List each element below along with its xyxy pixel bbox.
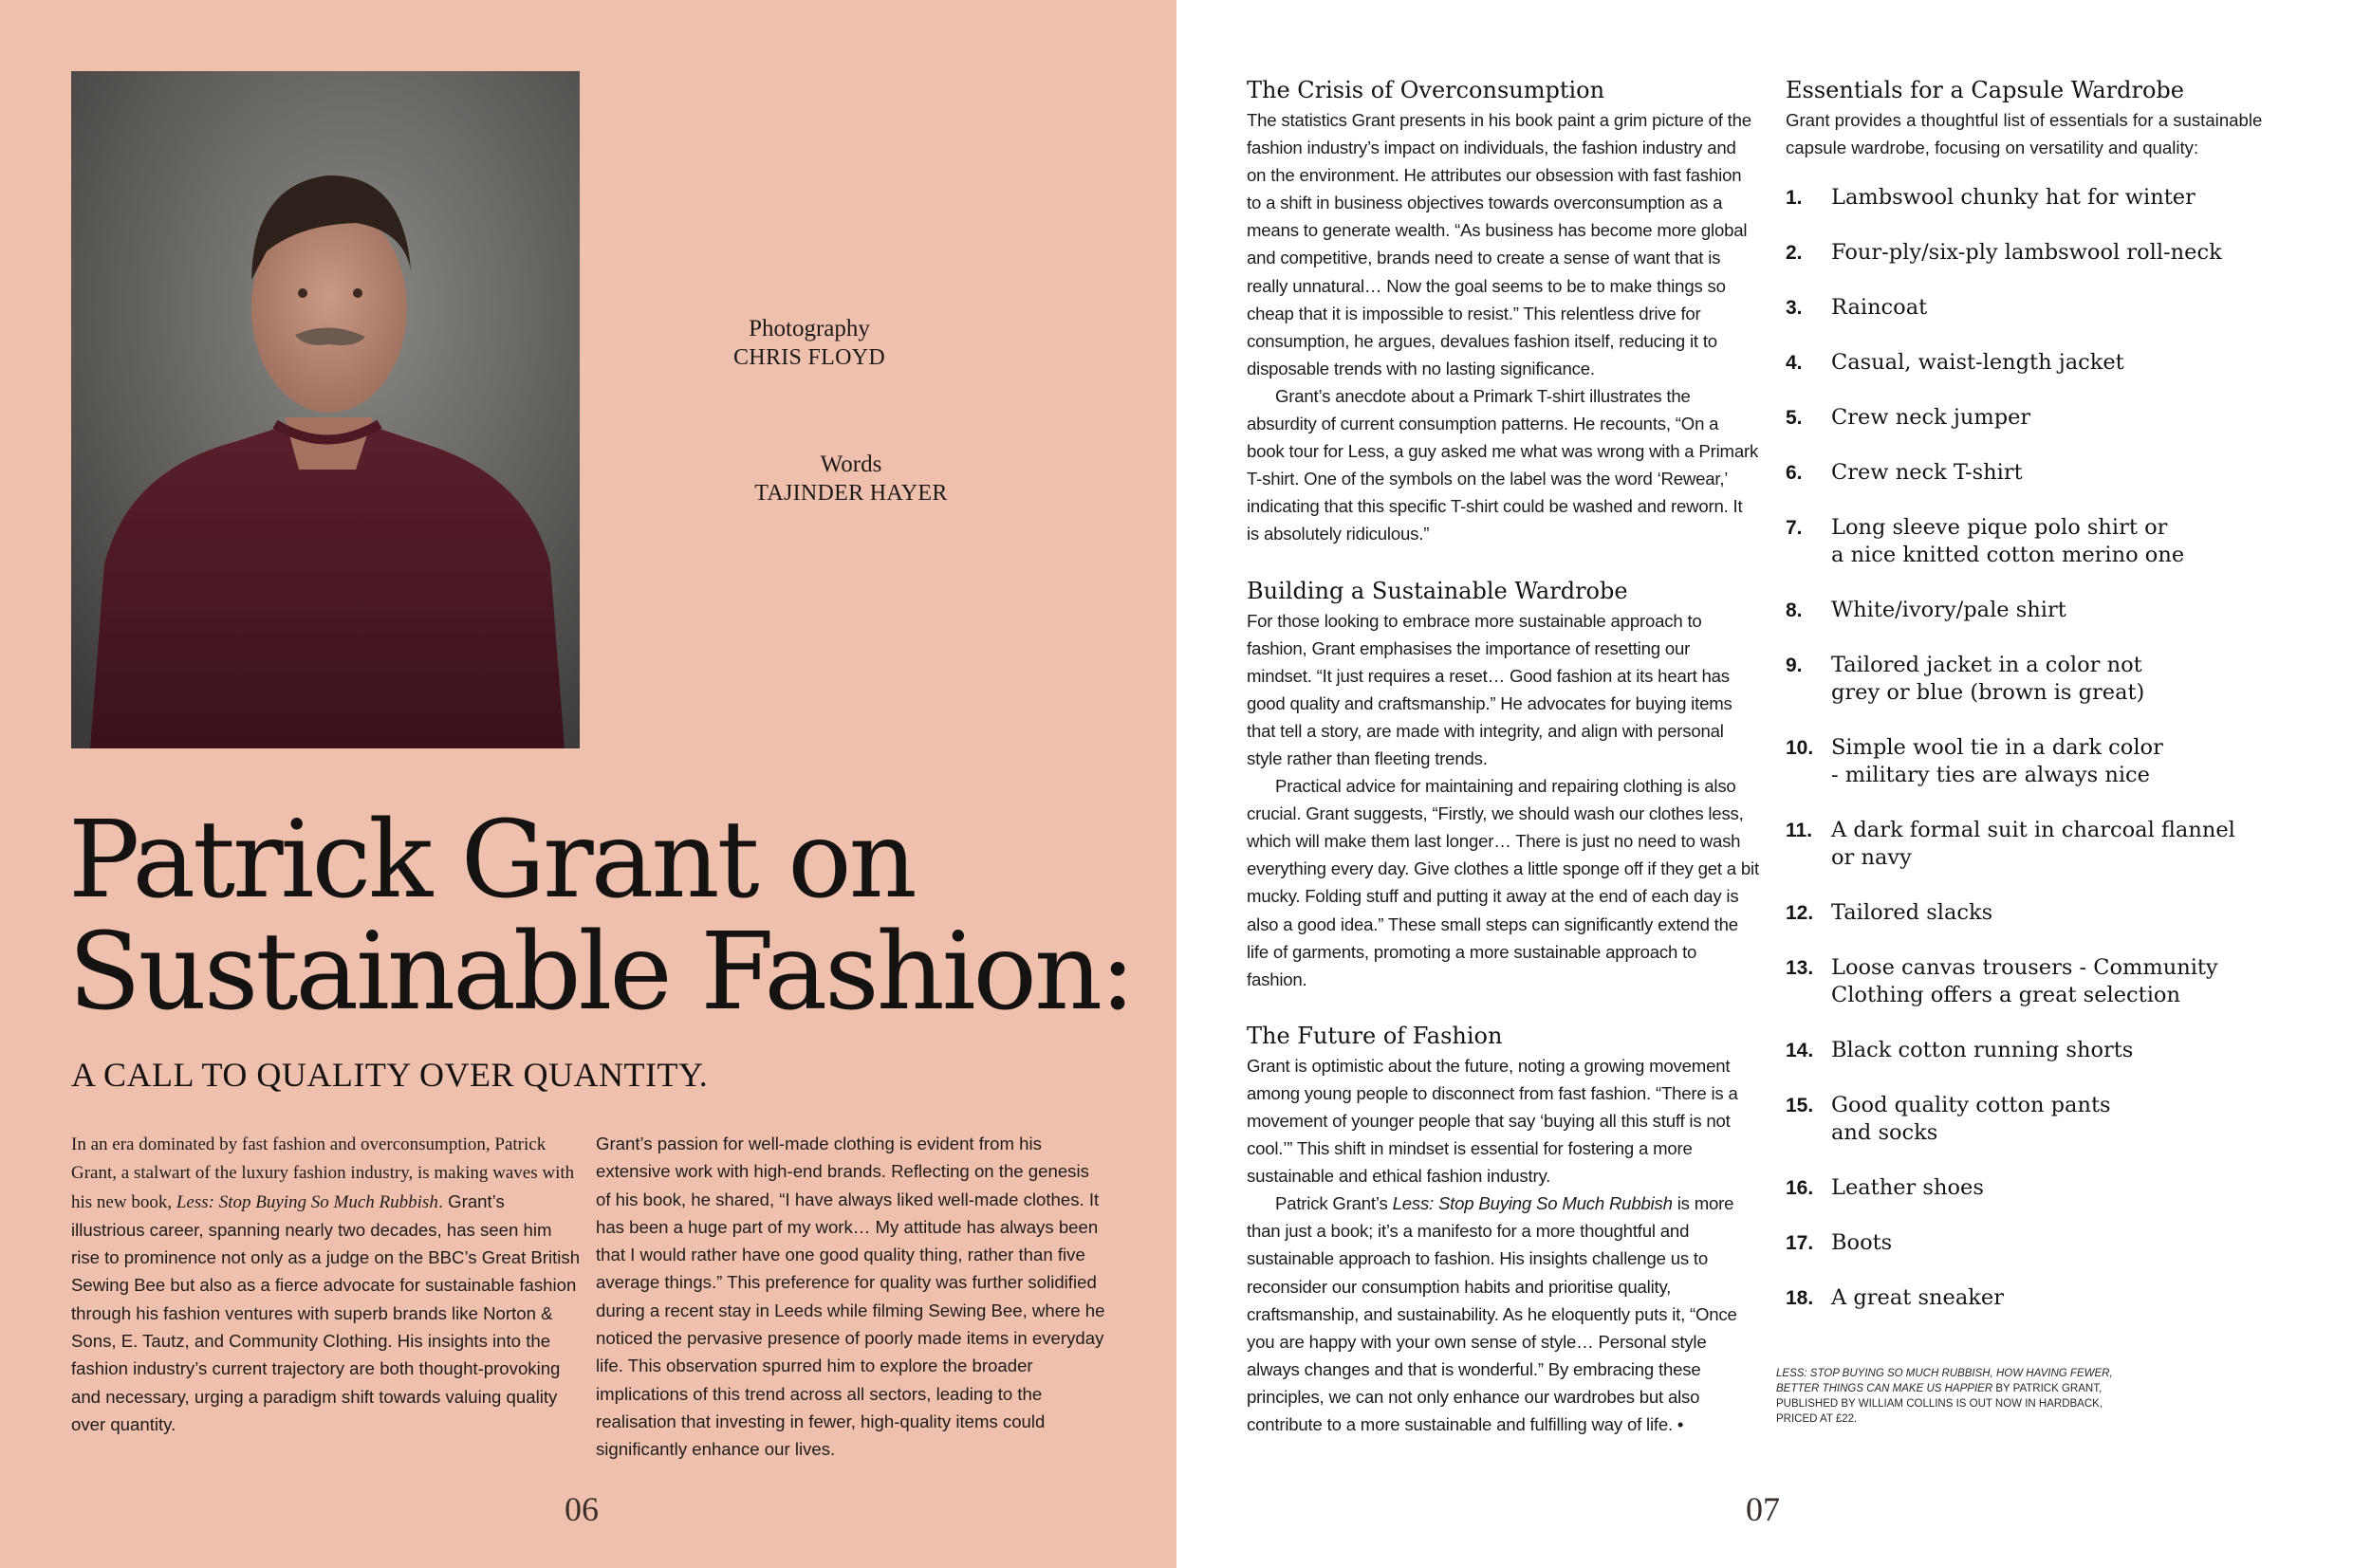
list-item-text: Black cotton running shorts bbox=[1831, 1038, 2134, 1062]
article-title bbox=[68, 799, 1140, 1034]
list-item bbox=[1786, 1092, 2298, 1147]
building-paragraph-1: For those looking to embrace more sustainable approach to fashion, Grant emphasises the importance of resetting our mindset. “It just requires a reset… Good fashion at its heart has good quality and craftsmanship.” He advocates for buying items that tell a story, are made with integrity, and align with personal style rather than fleeting trends. bbox=[1247, 610, 1732, 768]
crisis-paragraph-2: Grant’s anecdote about a Primark T-shirt illustrates the absurdity of current consumption patterns. He recounts, “On a book tour for Less, a guy asked me what was wrong with a Primark T-shirt. One of the symbols on the label was the word ‘Rewear,’ indicating that this specific T-shirt could be washed and reworn. It is absolutely ridiculous.” bbox=[1247, 385, 1759, 544]
list-item bbox=[1786, 817, 2298, 872]
photography-credit bbox=[667, 315, 952, 372]
title-line-1: Patrick Grant on bbox=[68, 799, 915, 922]
list-item bbox=[1786, 349, 2298, 377]
portrait-illustration bbox=[71, 71, 580, 748]
list-item-number: 6. bbox=[1786, 462, 1803, 484]
photography-label: Photography bbox=[749, 316, 870, 341]
building-paragraph-2: Practical advice for maintaining and repairing clothing is also crucial. Grant suggests, “Firstly, we should wash our clothes less, which will make them last longer… There is just no need to wash everything every day. Give clothes a little sponge off if they get a bit mucky. Folding stuff and putting it away at the end of each day is also a good idea.” These small steps can significantly extend the life of garments, promoting a more sustainable approach to fashion. bbox=[1247, 776, 1759, 989]
list-item bbox=[1786, 459, 2298, 487]
crisis-paragraph-1: The statistics Grant presents in his book paint a grim picture of the fashion industry’s impact on individuals, the fashion industry and on the environment. He attributes our obsession with fast fashion to a shift in business objectives towards overconsumption as a means to generate wealth. “As business has become more global and competitive, brands need to create a sense of want that is really unnatural… Now the goal seems to be to make things so cheap that it is impossible to resist.” This relentless drive for consumption, he argues, devalues fashion itself, reducing it to disposable trends with no lasting significance. bbox=[1247, 110, 1751, 378]
future-paragraph-2 bbox=[1247, 1190, 1759, 1438]
essentials-intro: Grant provides a thoughtful list of essentials for a sustainable capsule wardrobe, focusing on versatility and quality: bbox=[1786, 110, 2263, 157]
list-item-text: Good quality cotton pants and socks bbox=[1831, 1093, 2111, 1145]
list-item-text: Casual, waist-length jacket bbox=[1831, 350, 2124, 375]
list-item bbox=[1786, 1284, 2298, 1312]
list-item-text: A great sneaker bbox=[1831, 1285, 2004, 1310]
book-note-title: LESS: STOP BUYING SO MUCH RUBBISH, HOW HAVING FEWER, BETTER THINGS CAN MAKE US HAPPIER bbox=[1776, 1368, 2113, 1394]
list-item-text: Four-ply/six-ply lambswool roll-neck bbox=[1831, 240, 2222, 265]
list-item-number: 17. bbox=[1786, 1232, 1814, 1254]
list-item-number: 7. bbox=[1786, 517, 1803, 539]
future-paragraph-1: Grant is optimistic about the future, noting a growing movement among young people to disconnect from fast fashion. “There is a movement of younger people that say ‘buying all this stuff is not cool.’” This shift in mindset is essential for fostering a more sustainable and ethical fashion industry. bbox=[1247, 1055, 1738, 1187]
future-p2-body: is more than just a book; it’s a manifesto for a more thoughtful and sustainable approach to fashion. His insights challenge us to reconsider our consumption habits and prioritise quality, craftsmanship, and sustainability. As he eloquently puts it, “Once you are happy with your own sense of style… Personal style always changes and that is wonderful.” By embracing these principles, we can not only enhance our wardrobes but also contribute to a more sustainable and fulfilling way of life. • bbox=[1247, 1193, 1737, 1435]
list-item bbox=[1786, 404, 2298, 432]
second-column: Grant’s passion for well-made clothing is evident from his extensive work with high-end brands. Reflecting on the genesis of his book, he shared, “I have always liked well-made clothes. It has been a huge part of my work… My attitude has always been that I would rather have one good quality thing, rather than five average things.” This preference for quality was further solidified during a recent stay in Leeds while filming Sewing Bee, where he noticed the pervasive presence of poorly made items in everyday life. This observation spurred him to explore the broader implications of this trend across all sectors, leading to the realisation that investing in fewer, high-quality items could significantly enhance our lives. bbox=[596, 1134, 1105, 1460]
list-item-number: 8. bbox=[1786, 600, 1803, 621]
list-item-text: Leather shoes bbox=[1831, 1175, 1984, 1200]
list-item bbox=[1786, 734, 2298, 789]
intro-body: . Grant’s illustrious career, spanning nearly two decades, has seen him rise to prominence not only as a judge on the BBC’s Great British Sewing Bee but also as a fierce advocate for sustainable fashion through his fashion ventures with superb brands like Norton & Sons, E. Tautz, and Community Clothing. His insights into the fashion industry’s current trajectory are both thought-provoking and necessary, urging a paradigm shift towards valuing quality over quantity. bbox=[71, 1190, 581, 1434]
list-item bbox=[1786, 652, 2298, 707]
list-item-number: 18. bbox=[1786, 1287, 1814, 1309]
section-spacer bbox=[1247, 993, 1759, 1020]
words-label: Words bbox=[820, 452, 882, 477]
building-heading: Building a Sustainable Wardrobe bbox=[1247, 577, 1628, 604]
intro-lead: In an era dominated by fast fashion and overconsumption, Patrick Grant, a stalwart of the luxury fashion industry, is making waves with his new book, bbox=[71, 1134, 575, 1212]
left-page bbox=[0, 0, 1176, 1568]
list-item-number: 5. bbox=[1786, 407, 1803, 429]
list-item-number: 2. bbox=[1786, 242, 1803, 264]
list-item-number: 16. bbox=[1786, 1177, 1814, 1199]
list-item-text: Long sleeve pique polo shirt or a nice knitted cotton merino one bbox=[1831, 515, 2185, 567]
section-spacer bbox=[1247, 548, 1759, 575]
list-item bbox=[1786, 597, 2298, 624]
list-item-text: Loose canvas trousers - Community Clothing offers a great selection bbox=[1831, 955, 2218, 1007]
list-item-number: 12. bbox=[1786, 902, 1814, 924]
page-number-right: 07 bbox=[1746, 1490, 1780, 1528]
right-page bbox=[1176, 0, 2353, 1568]
list-item-text: White/ivory/pale shirt bbox=[1831, 598, 2066, 622]
list-item-number: 11. bbox=[1786, 820, 1813, 841]
title-line-2: Sustainable Fashion: bbox=[68, 911, 1133, 1034]
list-item bbox=[1786, 294, 2298, 322]
essentials-list bbox=[1786, 184, 2298, 1312]
essentials-sidebar bbox=[1786, 74, 2298, 1339]
future-heading: The Future of Fashion bbox=[1247, 1022, 1503, 1049]
crisis-heading: The Crisis of Overconsumption bbox=[1247, 77, 1605, 103]
portrait-photo bbox=[71, 71, 580, 748]
list-item-number: 10. bbox=[1786, 737, 1814, 759]
words-credit bbox=[709, 451, 993, 507]
writer-name: TAJINDER HAYER bbox=[754, 481, 948, 506]
book-note-details: BY PATRICK GRANT, PUBLISHED BY WILLIAM COLLINS IS OUT NOW IN HARDBACK, PRICED AT £22. bbox=[1776, 1383, 2103, 1425]
list-item bbox=[1786, 239, 2298, 267]
list-item-number: 1. bbox=[1786, 187, 1803, 209]
list-item bbox=[1786, 899, 2298, 927]
list-item-text: Crew neck T-shirt bbox=[1831, 460, 2023, 485]
list-item-text: Simple wool tie in a dark color - military ties are always nice bbox=[1831, 735, 2163, 787]
essentials-heading: Essentials for a Capsule Wardrobe bbox=[1786, 77, 2184, 103]
list-item-number: 14. bbox=[1786, 1040, 1814, 1061]
list-item bbox=[1786, 184, 2298, 212]
list-item-text: Tailored jacket in a color not grey or blue (brown is great) bbox=[1831, 653, 2145, 705]
list-item-number: 3. bbox=[1786, 297, 1803, 319]
list-item bbox=[1786, 954, 2298, 1009]
book-note bbox=[1776, 1366, 2118, 1427]
list-item bbox=[1786, 1037, 2298, 1064]
list-item-text: Lambswool chunky hat for winter bbox=[1831, 185, 2196, 210]
photographer-name: CHRIS FLOYD bbox=[733, 345, 885, 370]
list-item bbox=[1786, 514, 2298, 569]
list-item-text: Crew neck jumper bbox=[1831, 405, 2031, 430]
intro-column bbox=[71, 1130, 582, 1438]
list-item-number: 15. bbox=[1786, 1095, 1814, 1116]
list-item-number: 9. bbox=[1786, 655, 1803, 676]
future-p2-book-title: Less: Stop Buying So Much Rubbish bbox=[1392, 1193, 1673, 1214]
list-item-text: A dark formal suit in charcoal flannel or navy bbox=[1831, 818, 2235, 870]
article-subtitle: A CALL TO QUALITY OVER QUANTITY. bbox=[71, 1056, 709, 1094]
list-item-text: Raincoat bbox=[1831, 295, 1928, 320]
intro-book-title: Less: Stop Buying So Much Rubbish bbox=[176, 1191, 438, 1212]
list-item bbox=[1786, 1229, 2298, 1257]
list-item-number: 13. bbox=[1786, 957, 1814, 979]
list-item-text: Boots bbox=[1831, 1230, 1893, 1255]
list-item bbox=[1786, 1174, 2298, 1202]
list-item-text: Tailored slacks bbox=[1831, 900, 1993, 925]
page-number-left: 06 bbox=[565, 1490, 599, 1528]
list-item-number: 4. bbox=[1786, 352, 1803, 374]
article-column bbox=[1247, 74, 1759, 1438]
future-p2-lead: Patrick Grant’s bbox=[1275, 1193, 1393, 1214]
